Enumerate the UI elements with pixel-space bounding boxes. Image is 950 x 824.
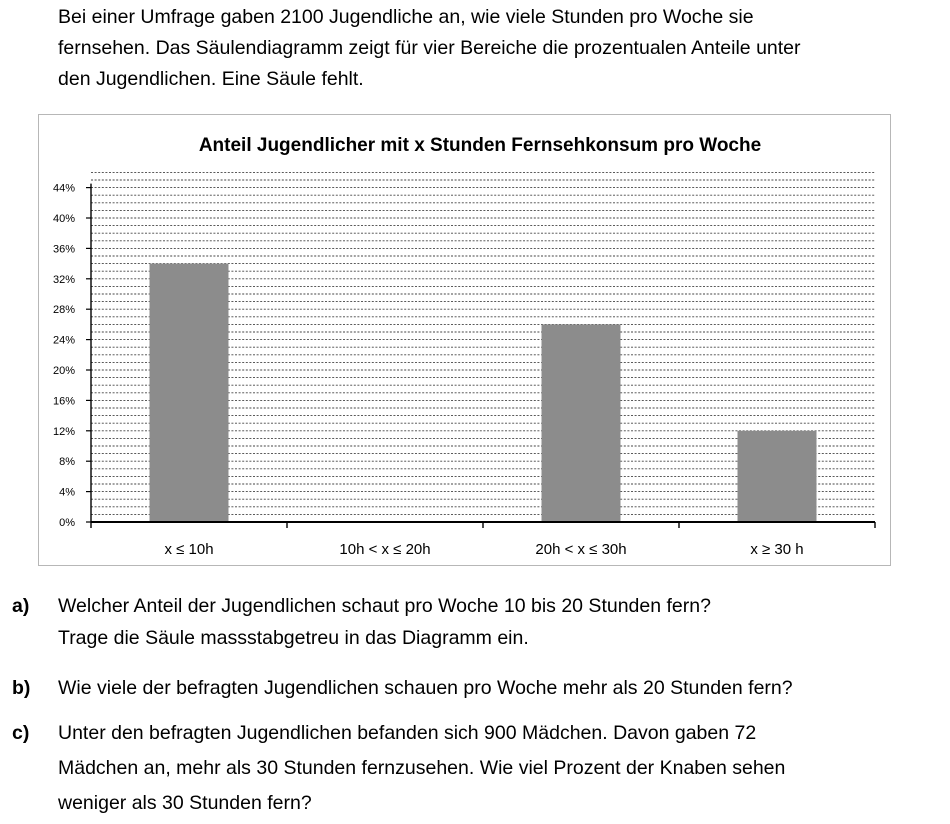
y-tick-label: 40%: [52, 213, 75, 225]
question-text: [58, 716, 943, 821]
bar-chart: [39, 115, 892, 567]
y-tick-label: 4%: [59, 486, 75, 499]
y-tick-label: 12%: [52, 425, 75, 438]
question-line: Trage die Säule massstabgetreu in das Diagramm ein.: [58, 627, 529, 649]
y-tick-label: 24%: [52, 334, 75, 347]
question-label: b): [12, 677, 31, 699]
x-category-label: x ≥ 30 h: [750, 541, 804, 558]
x-category-label: x ≤ 10h: [164, 541, 214, 558]
y-tick-label: 44%: [52, 182, 75, 195]
y-tick-label: 20%: [52, 365, 75, 377]
question-text: [58, 590, 943, 654]
intro-line: Bei einer Umfrage gaben 2100 Jugendliche an, wie viele Stunden pro Woche sie: [58, 6, 754, 28]
bar: [542, 324, 621, 522]
question-text: [58, 672, 943, 704]
intro-text: [58, 2, 938, 95]
y-tick-label: 32%: [52, 273, 75, 286]
y-tick-label: 8%: [59, 456, 75, 469]
bar: [738, 431, 817, 522]
bar: [150, 264, 229, 522]
y-tick-label: 0%: [59, 517, 75, 529]
x-category-label: 20h < x ≤ 30h: [535, 541, 627, 558]
y-tick-label: 36%: [52, 243, 75, 256]
question-line: Welcher Anteil der Jugendlichen schaut pro Woche 10 bis 20 Stunden fern?: [58, 595, 711, 617]
question-line: weniger als 30 Stunden fern?: [58, 792, 312, 814]
intro-line: fernsehen. Das Säulendiagramm zeigt für vier Bereiche die prozentualen Anteile unter: [58, 37, 801, 59]
question-line: Mädchen an, mehr als 30 Stunden fernzusehen. Wie viel Prozent der Knaben sehen: [58, 757, 786, 779]
x-category-label: 10h < x ≤ 20h: [339, 541, 431, 558]
question-label: a): [12, 595, 30, 617]
y-tick-label: 28%: [52, 304, 75, 317]
intro-line: den Jugendlichen. Eine Säule fehlt.: [58, 68, 364, 90]
question-line: Unter den befragten Jugendlichen befanden sich 900 Mädchen. Davon gaben 72: [58, 722, 757, 744]
y-tick-label: 16%: [52, 395, 75, 408]
bar-chart-frame: [38, 114, 891, 566]
chart-title: Anteil Jugendlicher mit x Stunden Fernsehkonsum pro Woche: [198, 135, 762, 156]
question-line: Wie viele der befragten Jugendlichen schauen pro Woche mehr als 20 Stunden fern?: [58, 677, 793, 699]
question-label: c): [12, 722, 30, 744]
